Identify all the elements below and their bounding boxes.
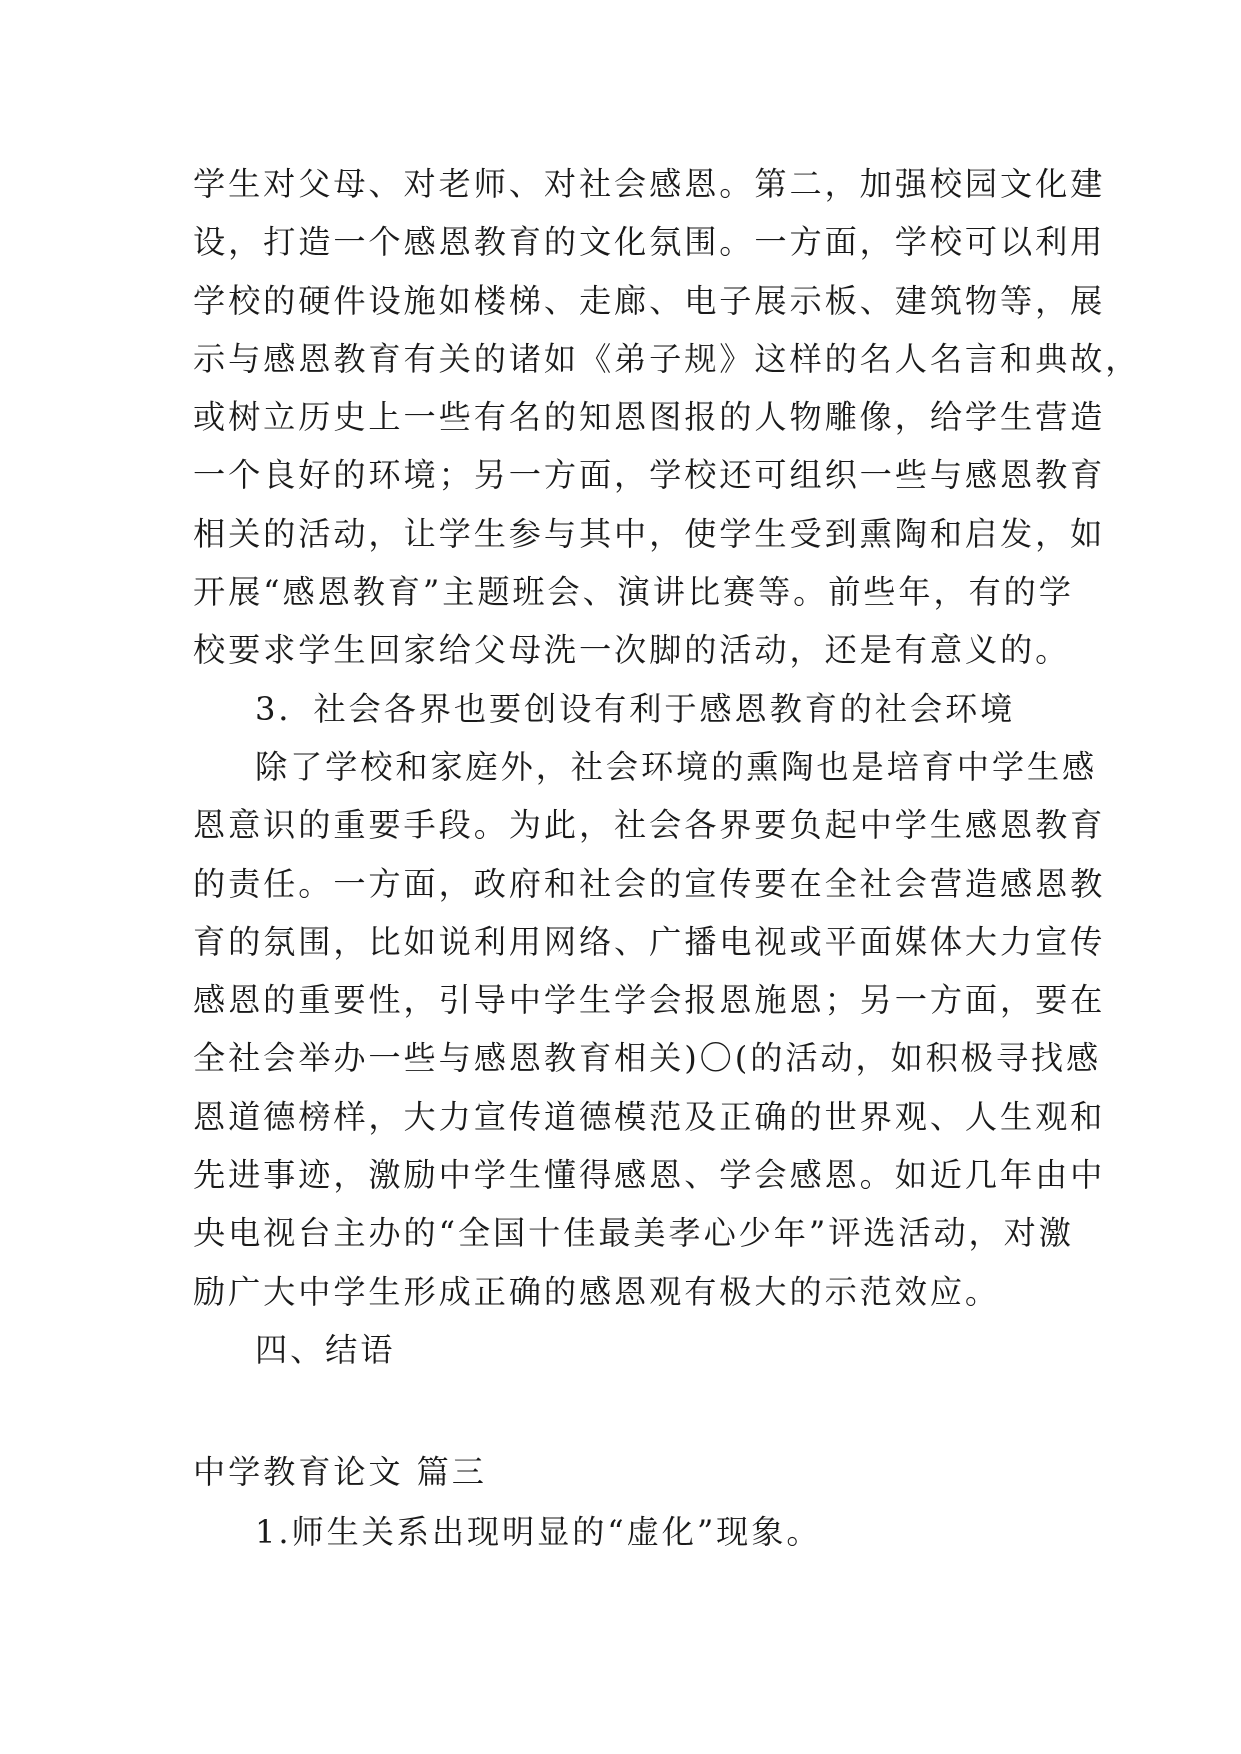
text-line: 一个良好的环境；另一方面，学校还可组织一些与感恩教育 (193, 456, 1106, 495)
paragraph-society (193, 738, 1106, 1379)
text-line: 校要求学生回家给父母洗一次脚的活动，还是有意义的。 (193, 631, 1071, 670)
text-line: 的责任。一方面，政府和社会的宣传要在全社会营造感恩教 (193, 864, 1106, 903)
text-line: 开展“感恩教育”主题班会、演讲比赛等。前些年，有的学 (193, 573, 1074, 612)
text-line: 感恩的重要性，引导中学生学会报恩施恩；另一方面，要在 (193, 981, 1106, 1020)
text-line: 央电视台主办的“全国十佳最美孝心少年”评选活动，对激 (193, 1214, 1074, 1253)
text-line: 学校的硬件设施如楼梯、走廊、电子展示板、建筑物等，展 (193, 281, 1106, 320)
section-title: 中学教育论文 篇三 (193, 1453, 487, 1491)
text-line: 励广大中学生形成正确的感恩观有极大的示范效应。 (193, 1272, 1001, 1311)
text-line: 除了学校和家庭外，社会环境的熏陶也是培育中学生感 (255, 748, 1098, 786)
text-line: 恩道德榜样，大力宣传道德模范及正确的世界观、人生观和 (193, 1097, 1106, 1136)
text-line: 恩意识的重要手段。为此，社会各界要负起中学生感恩教育 (193, 806, 1106, 845)
text-line: 育的氛围，比如说利用网络、广播电视或平面媒体大力宣传 (193, 922, 1106, 961)
heading-conclusion: 四、结语 (255, 1330, 396, 1369)
text-line: 示与感恩教育有关的诸如《弟子规》这样的名人名言和典故， (193, 339, 1141, 378)
text-line: 设，打造一个感恩教育的文化氛围。一方面，学校可以利用 (193, 223, 1106, 262)
heading-social-environment: 3．社会各界也要创设有利于感恩教育的社会环境 (255, 689, 1016, 728)
text-line: 全社会举办一些与感恩教育相关)〇(的活动，如积极寻找感 (193, 1039, 1102, 1078)
point-one: 1.师生关系出现明显的“虚化”现象。 (255, 1513, 822, 1551)
text-line: 或树立历史上一些有名的知恩图报的人物雕像，给学生营造 (193, 398, 1106, 437)
text-line: 先进事迹，激励中学生懂得感恩、学会感恩。如近几年由中 (193, 1156, 1106, 1195)
text-line: 学生对父母、对老师、对社会感恩。第二，加强校园文化建 (193, 165, 1106, 203)
paragraph-school-culture (193, 155, 1141, 738)
text-line: 相关的活动，让学生参与其中，使学生受到熏陶和启发，如 (193, 514, 1106, 553)
